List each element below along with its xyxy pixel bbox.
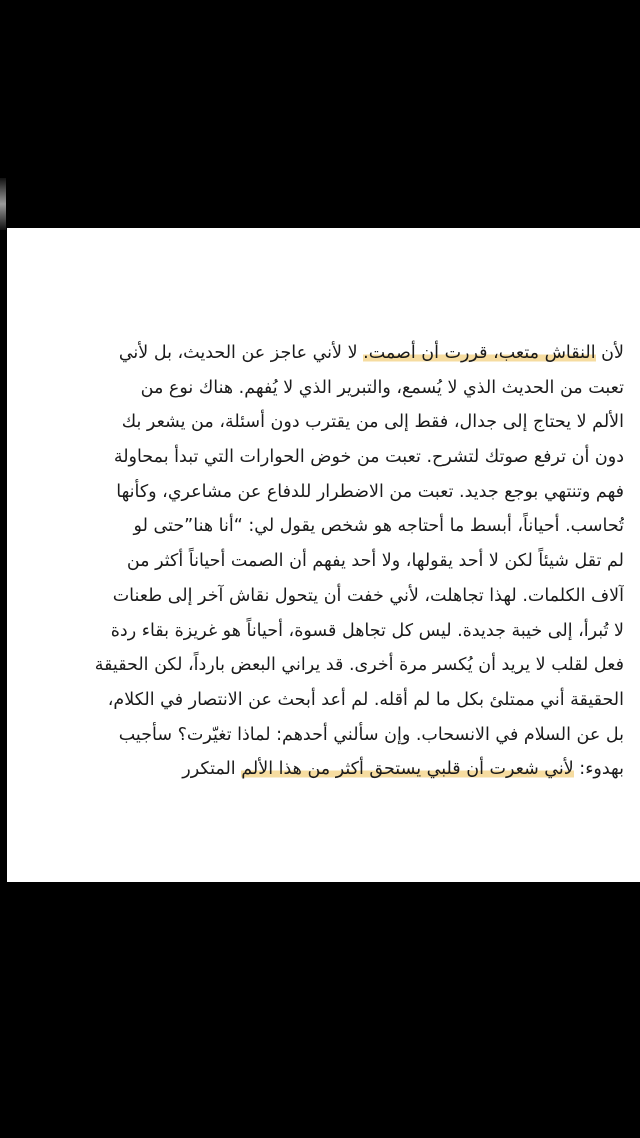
highlighted-text: لأني شعرت أن قلبي يستحق أكثر من هذا الألم bbox=[241, 759, 574, 780]
text-line: لا تُبرأ، إلى خيبة جديدة. ليس كل تجاهل قسوة، أحياناً هو غريزة بقاء ردة bbox=[110, 620, 624, 641]
text-line-last: بهدوء: لأني شعرت أن قلبي يستحق أكثر من هذا الألم المتكرر bbox=[182, 759, 624, 780]
text-line: الألم لا يحتاج إلى جدال، فقط إلى من يقترب دون أسئلة، من يشعر بك bbox=[121, 412, 624, 433]
text-line: بل عن السلام في الانسحاب. وإن سألني أحدهم: لماذا تغيّرت؟ سأجيب bbox=[118, 724, 624, 745]
text-line: الحقيقة أني ممتلئ بكل ما لم أقله. لم أعد أبحث عن الانتصار في الكلام، bbox=[107, 689, 624, 710]
text-line: تُحاسب. أحياناً، أبسط ما أحتاجه هو شخص يقول لي: “أنا هنا”حتى لو bbox=[133, 516, 624, 537]
highlighted-text: النقاش متعب، قررت أن أصمت. bbox=[363, 343, 596, 363]
book-page bbox=[7, 228, 640, 882]
edge-artifact bbox=[0, 178, 6, 230]
text-line: فعل لقلب لا يريد أن يُكسر مرة أخرى. قد يراني البعض بارداً، لكن الحقيقة bbox=[94, 655, 624, 676]
text-line: فهم وتنتهي بوجع جديد. تعبت من الاضطرار للدفاع عن مشاعري، وكأنها bbox=[116, 481, 624, 502]
quote-paragraph bbox=[15, 336, 624, 787]
text-line: تعبت من الحديث الذي لا يُسمع، والتبرير الذي لا يُفهم. هناك نوع من bbox=[140, 377, 624, 398]
text-line: دون أن ترفع صوتك لتشرح. تعبت من خوض الحوارات التي تبدأ بمحاولة bbox=[113, 447, 624, 468]
text-line: آلاف الكلمات. لهذا تجاهلت، لأني خفت أن يتحول نقاش آخر إلى طعنات bbox=[112, 585, 624, 606]
text-line: لم تقل شيئاً لكن لا أحد يقولها، ولا أحد يفهم أن الصمت أحياناً أكثر من bbox=[126, 551, 624, 572]
text-line: لأن النقاش متعب، قررت أن أصمت. لا لأني عاجز عن الحديث، بل لأني bbox=[118, 343, 624, 363]
